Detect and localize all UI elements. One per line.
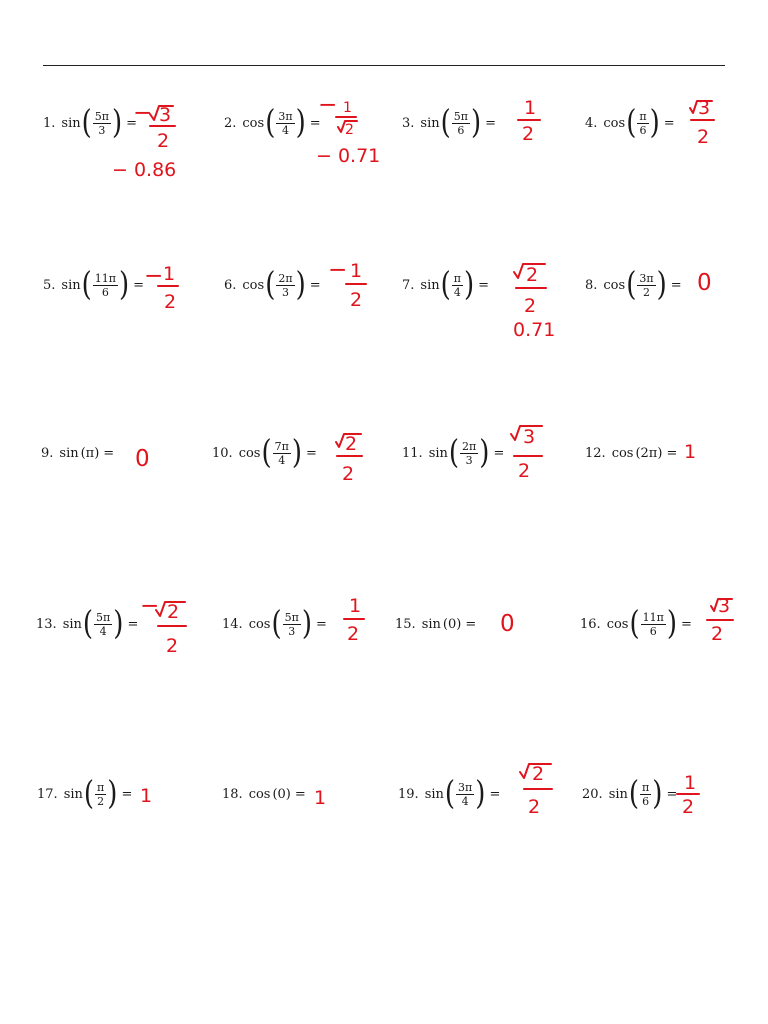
equals-sign: = xyxy=(133,277,145,293)
problem-number: 4. xyxy=(585,115,598,131)
fraction-numerator: 3π xyxy=(278,109,293,123)
equals-sign: = xyxy=(465,616,477,632)
equals-sign: = xyxy=(121,786,133,802)
answer-2-numerator: 1 xyxy=(343,100,352,116)
left-paren: ( xyxy=(271,605,282,643)
answer-8 xyxy=(697,270,712,296)
answer-13-radicand: 2 xyxy=(167,601,180,623)
fraction-denominator: 2 xyxy=(642,285,650,299)
equals-sign: = xyxy=(103,445,115,461)
problem-number: 18. xyxy=(222,786,243,802)
equals-sign: = xyxy=(309,277,321,293)
equals-sign: = xyxy=(127,616,139,632)
answer-2-radicand: 2 xyxy=(345,122,354,138)
answer-18 xyxy=(314,787,326,809)
answer-14-denominator: 2 xyxy=(347,623,360,645)
answer-2 xyxy=(316,92,380,167)
answer-13 xyxy=(140,593,186,657)
equals-sign: = xyxy=(493,445,505,461)
right-paren: ) xyxy=(107,775,118,813)
problem-number: 9. xyxy=(41,445,54,461)
answer-3 xyxy=(518,97,540,145)
trig-function: sin xyxy=(59,445,79,461)
fraction-denominator: 3 xyxy=(288,624,296,638)
fraction-denominator: 3 xyxy=(98,123,106,137)
trig-function: sin xyxy=(424,786,444,802)
equals-sign: = xyxy=(126,115,138,131)
trig-function: cos xyxy=(248,786,271,802)
answer-7-radicand: 2 xyxy=(526,264,539,286)
left-paren: ( xyxy=(629,605,640,643)
answer-4-denominator: 2 xyxy=(697,126,710,148)
argument: (0) xyxy=(272,786,291,802)
fraction-numerator: 2π xyxy=(278,271,293,285)
left-paren: ( xyxy=(81,104,92,142)
right-paren: ) xyxy=(113,605,124,643)
equals-sign: = xyxy=(478,277,490,293)
answer-13-denominator: 2 xyxy=(166,635,179,657)
right-paren: ) xyxy=(656,266,667,304)
fraction-numerator: 3π xyxy=(458,780,473,794)
trig-function: cos xyxy=(603,115,626,131)
fraction-numerator: π xyxy=(97,780,105,794)
fraction-numerator: 5π xyxy=(94,109,109,123)
answer-20-numerator: 1 xyxy=(684,772,697,794)
problem-number: 13. xyxy=(36,616,57,632)
answer-7-decimal: 0.71 xyxy=(513,319,556,341)
right-paren: ) xyxy=(295,104,306,142)
right-paren: ) xyxy=(652,775,663,813)
right-paren: ) xyxy=(479,434,490,472)
problem-number: 3. xyxy=(402,115,415,131)
answer-11 xyxy=(511,426,542,482)
answer-7-denominator: 2 xyxy=(524,295,537,317)
answer-6 xyxy=(328,257,366,311)
equals-sign: = xyxy=(485,115,497,131)
trig-function: cos xyxy=(248,616,271,632)
trig-function: cos xyxy=(606,616,629,632)
right-paren: ) xyxy=(464,266,475,304)
left-paren: ( xyxy=(265,104,276,142)
fraction-denominator: 2 xyxy=(97,794,105,808)
problem-number: 16. xyxy=(580,616,601,632)
fraction-numerator: 2π xyxy=(462,439,477,453)
right-paren: ) xyxy=(301,605,313,643)
trig-function: cos xyxy=(242,115,265,131)
left-paren: ( xyxy=(81,266,92,304)
trig-function: sin xyxy=(63,786,83,802)
answer-10-denominator: 2 xyxy=(342,463,355,485)
fraction-denominator: 6 xyxy=(639,123,647,137)
fraction-denominator: 6 xyxy=(642,794,650,808)
equals-sign: = xyxy=(666,786,678,802)
argument: (2π) xyxy=(635,445,663,461)
fraction-numerator: 11π xyxy=(642,610,664,624)
left-paren: ( xyxy=(82,605,94,643)
fraction-denominator: 3 xyxy=(281,285,289,299)
left-paren: ( xyxy=(626,266,637,304)
answer-17-value: 1 xyxy=(140,785,153,807)
answer-3-denominator: 2 xyxy=(522,123,535,145)
answer-2-decimal: − 0.71 xyxy=(316,145,381,167)
left-paren: ( xyxy=(440,266,451,304)
answer-5 xyxy=(144,263,178,313)
answer-16-denominator: 2 xyxy=(711,623,724,645)
fraction-numerator: 11π xyxy=(94,271,116,285)
right-paren: ) xyxy=(649,104,660,142)
problem-number: 11. xyxy=(402,445,423,461)
equals-sign: = xyxy=(489,786,501,802)
answer-11-denominator: 2 xyxy=(518,460,531,482)
trig-function: sin xyxy=(62,616,82,632)
answer-6-sign: − xyxy=(328,257,348,283)
answer-9 xyxy=(135,446,150,472)
trig-function: sin xyxy=(61,115,81,131)
equals-sign: = xyxy=(666,445,678,461)
answer-1 xyxy=(112,100,176,181)
trig-function: sin xyxy=(608,786,628,802)
answer-16 xyxy=(707,595,733,645)
trig-function: cos xyxy=(242,277,265,293)
fraction-denominator: 4 xyxy=(99,624,107,638)
answer-5-denominator: 2 xyxy=(164,291,177,313)
answer-17 xyxy=(140,785,152,807)
right-paren: ) xyxy=(471,104,482,142)
problem-number: 19. xyxy=(398,786,419,802)
equals-sign: = xyxy=(670,277,682,293)
right-paren: ) xyxy=(475,775,486,813)
answer-13-sign: − xyxy=(140,593,160,619)
answer-5-numerator: 1 xyxy=(163,263,176,285)
answer-10 xyxy=(336,433,362,485)
left-paren: ( xyxy=(448,434,460,472)
problem-number: 1. xyxy=(43,115,56,131)
fraction-denominator: 4 xyxy=(461,794,469,808)
trig-function: cos xyxy=(238,445,261,461)
right-paren: ) xyxy=(295,266,306,304)
fraction-numerator: 7π xyxy=(274,439,289,453)
fraction-denominator: 6 xyxy=(457,123,465,137)
answer-19 xyxy=(520,763,552,818)
answer-1-denominator: 2 xyxy=(157,130,170,152)
trig-function: cos xyxy=(603,277,626,293)
problem-number: 20. xyxy=(582,786,603,802)
right-paren: ) xyxy=(666,605,678,643)
equals-sign: = xyxy=(306,445,317,461)
right-paren: ) xyxy=(112,104,123,142)
equals-sign: = xyxy=(316,616,327,632)
fraction-denominator: 4 xyxy=(453,285,461,299)
problem-number: 17. xyxy=(37,786,58,802)
answer-15-value: 0 xyxy=(500,611,515,637)
answer-3-numerator: 1 xyxy=(524,97,537,119)
left-paren: ( xyxy=(440,104,451,142)
answer-4 xyxy=(690,97,714,148)
trig-function: sin xyxy=(61,277,81,293)
problem-number: 7. xyxy=(402,277,415,293)
fraction-denominator: 6 xyxy=(101,285,109,299)
fraction-numerator: 5π xyxy=(96,610,111,624)
answer-16-radicand: 3 xyxy=(718,595,731,617)
trig-function: sin xyxy=(420,277,440,293)
answer-18-value: 1 xyxy=(314,787,327,809)
fraction-denominator: 4 xyxy=(278,453,286,467)
fraction-numerator: π xyxy=(639,109,647,123)
fraction-denominator: 3 xyxy=(465,453,473,467)
answer-5-sign: − xyxy=(144,263,164,289)
equals-sign: = xyxy=(681,616,692,632)
answer-1-radicand: 3 xyxy=(159,104,172,126)
answer-10-radicand: 2 xyxy=(345,433,358,455)
answer-1-sign: − xyxy=(133,100,153,126)
left-paren: ( xyxy=(265,266,276,304)
trig-function: cos xyxy=(611,445,634,461)
left-paren: ( xyxy=(261,434,272,472)
answer-19-radicand: 2 xyxy=(532,763,545,785)
answer-19-denominator: 2 xyxy=(528,796,541,818)
answer-4-radicand: 3 xyxy=(698,97,711,119)
answer-8-value: 0 xyxy=(697,270,712,296)
answer-14-numerator: 1 xyxy=(349,595,362,617)
equals-sign: = xyxy=(663,115,675,131)
right-paren: ) xyxy=(119,266,130,304)
trig-function: sin xyxy=(428,445,448,461)
fraction-numerator: π xyxy=(642,780,650,794)
trig-function: sin xyxy=(420,115,440,131)
argument: (π) xyxy=(80,445,100,461)
left-paren: ( xyxy=(444,775,456,813)
problem-number: 10. xyxy=(212,445,233,461)
answer-15 xyxy=(500,611,515,637)
equals-sign: = xyxy=(309,115,321,131)
problem-number: 15. xyxy=(395,616,416,632)
answer-14 xyxy=(344,595,364,645)
answer-7 xyxy=(513,264,555,341)
answer-1-decimal: − 0.86 xyxy=(112,159,177,181)
left-paren: ( xyxy=(83,775,95,813)
answer-11-radicand: 3 xyxy=(523,426,536,448)
left-paren: ( xyxy=(628,775,640,813)
problem-number: 14. xyxy=(222,616,243,632)
answer-12-value: 1 xyxy=(684,441,697,463)
problem-number: 8. xyxy=(585,277,598,293)
fraction-numerator: 5π xyxy=(453,109,468,123)
equals-sign: = xyxy=(294,786,306,802)
answer-20-denominator: 2 xyxy=(682,796,695,818)
fraction-denominator: 4 xyxy=(281,123,289,137)
answer-6-numerator: 1 xyxy=(350,260,363,282)
fraction-numerator: 5π xyxy=(284,610,299,624)
problem-number: 12. xyxy=(585,445,606,461)
fraction-numerator: π xyxy=(453,271,461,285)
fraction-denominator: 6 xyxy=(649,624,657,638)
fraction-numerator: 3π xyxy=(639,271,654,285)
right-paren: ) xyxy=(291,434,303,472)
trig-function: sin xyxy=(421,616,441,632)
answer-6-denominator: 2 xyxy=(350,289,363,311)
problem-number: 2. xyxy=(224,115,237,131)
answer-9-value: 0 xyxy=(135,446,150,472)
answer-2-sign: − xyxy=(318,92,338,118)
argument: (0) xyxy=(442,616,462,632)
problem-number: 6. xyxy=(224,277,237,293)
answer-12 xyxy=(684,441,696,463)
answer-20 xyxy=(677,772,699,818)
problem-number: 5. xyxy=(43,277,56,293)
left-paren: ( xyxy=(626,104,637,142)
